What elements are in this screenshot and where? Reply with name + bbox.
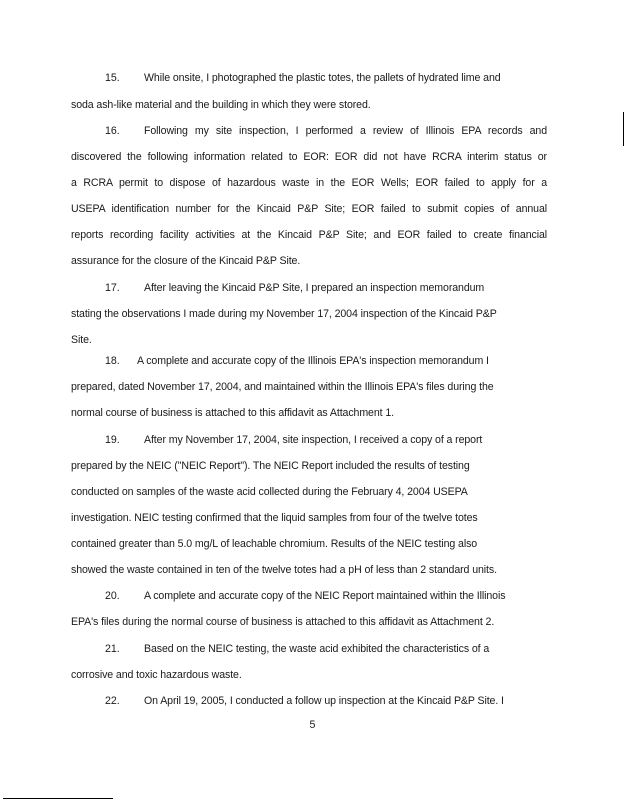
- paragraph-number: 20.: [105, 590, 120, 602]
- paragraph-line: investigation. NEIC testing confirmed that the liquid samples from four of the twelve totes: [71, 512, 478, 524]
- paragraph-number: 19.: [105, 434, 120, 446]
- paragraph-line: Following my site inspection, I performed a review of Illinois EPA records and: [144, 125, 547, 137]
- paragraph-line: prepared by the NEIC ("NEIC Report"). The NEIC Report included the results of testing: [71, 460, 470, 472]
- paragraph-number: 22.: [105, 695, 120, 707]
- paragraph-line: prepared, dated November 17, 2004, and maintained within the Illinois EPA's files during the: [71, 381, 494, 393]
- paragraph-number: 17.: [105, 282, 120, 294]
- paragraph-line: After my November 17, 2004, site inspection, I received a copy of a report: [144, 434, 483, 446]
- paragraph-line: USEPA identification number for the Kincaid P&P Site; EOR failed to submit copies of annual: [71, 203, 547, 215]
- paragraph-line: showed the waste contained in ten of the twelve totes had a pH of less than 2 standard units.: [71, 564, 497, 576]
- paragraph-line: assurance for the closure of the Kincaid P&P Site.: [71, 255, 301, 267]
- paragraph-line: reports recording facility activities at the Kincaid P&P Site; and EOR failed to create financial: [71, 229, 547, 241]
- paragraph-line: soda ash-like material and the building in which they were stored.: [71, 99, 371, 111]
- paragraph-line: A complete and accurate copy of the Illinois EPA's inspection memorandum I: [137, 355, 489, 367]
- margin-mark: [623, 112, 624, 146]
- paragraph-line: contained greater than 5.0 mg/L of leachable chromium. Results of the NEIC testing also: [71, 538, 478, 550]
- paragraph-line: While onsite, I photographed the plastic totes, the pallets of hydrated lime and: [144, 72, 501, 84]
- paragraph-line: On April 19, 2005, I conducted a follow up inspection at the Kincaid P&P Site. I: [144, 695, 504, 707]
- paragraph-line: conducted on samples of the waste acid collected during the February 4, 2004 USEPA: [71, 486, 468, 498]
- paragraph-line: A complete and accurate copy of the NEIC Report maintained within the Illinois: [144, 590, 506, 602]
- paragraph-number: 21.: [105, 643, 120, 655]
- paragraph-line: stating the observations I made during my November 17, 2004 inspection of the Kincaid P&P: [71, 308, 497, 320]
- paragraph-line: a RCRA permit to dispose of hazardous waste in the EOR Wells; EOR failed to apply for a: [71, 177, 547, 189]
- footnote-rule: [3, 798, 113, 799]
- paragraph-number: 16.: [105, 125, 120, 137]
- paragraph-line: discovered the following information related to EOR: EOR did not have RCRA interim status or: [71, 151, 547, 163]
- paragraph-line: EPA's files during the normal course of business is attached to this affidavit as Attachment 2.: [71, 616, 495, 628]
- paragraph-number: 18.: [105, 355, 120, 367]
- page-number: 5: [309, 719, 316, 731]
- paragraph-line: corrosive and toxic hazardous waste.: [71, 669, 242, 681]
- paragraph-line: Based on the NEIC testing, the waste acid exhibited the characteristics of a: [144, 643, 490, 655]
- paragraph-line: normal course of business is attached to this affidavit as Attachment 1.: [71, 407, 394, 419]
- paragraph-line: Site.: [71, 334, 92, 346]
- paragraph-line: After leaving the Kincaid P&P Site, I prepared an inspection memorandum: [144, 282, 485, 294]
- paragraph-number: 15.: [105, 72, 120, 84]
